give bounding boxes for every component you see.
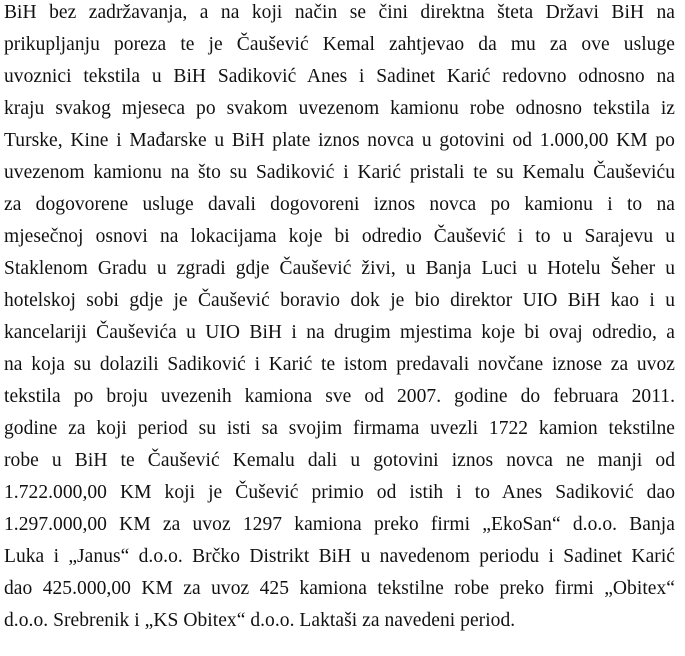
text-line: dao 425.000,00 KM za uvoz 425 kamiona tekstilne robe preko firmi „Obitex“ (4, 578, 675, 599)
text-line: uvezenom kamionu na što su Sadiković i Karić pristali te su Kemalu Čauševiću (4, 162, 675, 183)
text-line: Staklenom Gradu u zgradi gdje Čaušević živi, u Banja Luci u Hotelu Šeher u (4, 258, 675, 279)
text-line: d.o.o. Srebrenik i „KS Obitex“ d.o.o. Laktaši za navedeni period. (4, 610, 516, 631)
text-line: na koja su dolazili Sadiković i Karić te istom predavali novčane iznose za uvoz (4, 354, 675, 375)
text-line: BiH bez zadržavanja, a na koji način se čini direktna šteta Državi BiH na (4, 2, 675, 23)
text-line: kancelariji Čauševića u UIO BiH i na drugim mjestima koje bi ovaj odredio, a (4, 322, 675, 343)
text-line: za dogovorene usluge davali dogovoreni iznos novca po kamionu i to na (4, 194, 675, 215)
text-line: Turske, Kine i Mađarske u BiH plate iznos novca u gotovini od 1.000,00 KM po (4, 130, 675, 151)
text-line: 1.722.000,00 KM koji je Čušević primio od istih i to Anes Sadiković dao (4, 482, 675, 503)
text-line: prikupljanju poreza te je Čaušević Kemal zahtjevao da mu za ove usluge (4, 34, 675, 55)
text-line: Luka i „Janus“ d.o.o. Brčko Distrikt BiH u navedenom periodu i Sadinet Karić (4, 546, 675, 567)
text-line: mjesečnoj osnovi na lokacijama koje bi odredio Čaušević i to u Sarajevu u (4, 226, 675, 247)
text-line: robe u BiH te Čaušević Kemalu dali u gotovini iznos novca ne manji od (4, 450, 675, 471)
text-line: godine za koji period su isti sa svojim firmama uvezli 1722 kamion tekstilne (4, 418, 675, 439)
text-line: kraju svakog mjeseca po svakom uvezenom kamionu robe odnosno tekstila iz (4, 98, 675, 119)
text-line: 1.297.000,00 KM za uvoz 1297 kamiona preko firmi „EkoSan“ d.o.o. Banja (4, 514, 675, 535)
text-line: uvoznici tekstila u BiH Sadiković Anes i Sadinet Karić redovno odnosno na (4, 66, 675, 87)
text-line: tekstila po broju uvezenih kamiona sve od 2007. godine do februara 2011. (4, 386, 675, 407)
text-line: hotelskoj sobi gdje je Čaušević boravio dok je bio direktor UIO BiH kao i u (4, 290, 675, 311)
